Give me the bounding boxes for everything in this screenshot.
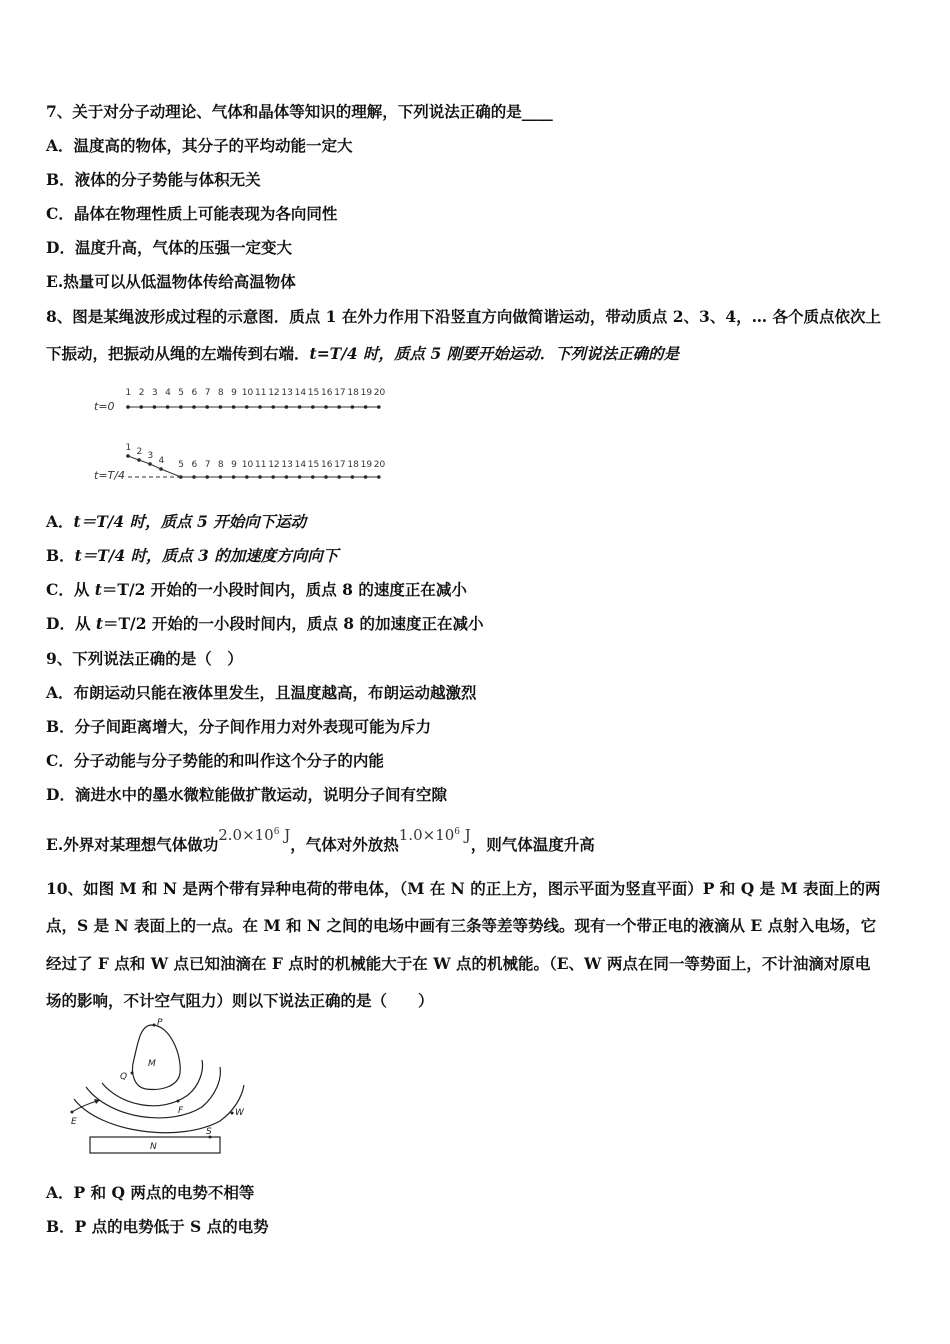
- particle-number: 15: [307, 460, 320, 470]
- particle-dot: [166, 405, 170, 409]
- tT4-label: t=T/4: [94, 469, 125, 482]
- particle-number: 3: [151, 388, 158, 398]
- q8-option-b: B．t＝T/4 时，质点 3 的加速度方向向下: [46, 546, 339, 565]
- q7-stem: 7、关于对分子动理论、气体和晶体等知识的理解，下列说法正确的是____: [46, 102, 553, 121]
- particle-number: 9: [231, 388, 237, 398]
- particle-number: 15: [307, 388, 320, 398]
- body-M-outline: [133, 1025, 181, 1089]
- point-W-dot: [231, 1112, 234, 1115]
- q10-stem-line3: 经过了 F 点和 W 点已知油滴在 F 点时的机械能大于在 W 点的机械能。（E、W 两点在同一等势面上，不计油滴对原电: [46, 954, 871, 973]
- particle-dot: [258, 405, 262, 409]
- q10-stem-line1: 10、如图 M 和 N 是两个带有异种电荷的带电体，（M 在 N 的正上方，图示平面为竖直平面）P 和 Q 是 M 表面上的两: [46, 879, 881, 898]
- row1-numbers: [126, 388, 386, 398]
- particle-number: 13: [281, 460, 293, 470]
- equipotential-line-3: [74, 1085, 244, 1133]
- particle-number: 3: [147, 451, 154, 461]
- q9-option-d: D．滴进水中的墨水微粒能做扩散运动，说明分子间有空隙: [46, 785, 447, 804]
- q8-option-d: D．从 t＝T/2 开始的一小段时间内，质点 8 的加速度正在减小: [46, 614, 484, 633]
- q7-answer-blank: ____: [521, 102, 553, 121]
- particle-number: 11: [255, 460, 267, 470]
- particle-number: 6: [191, 460, 198, 470]
- point-F-dot: [177, 1100, 180, 1103]
- particle-dot: [153, 405, 157, 409]
- label-E: E: [71, 1117, 77, 1127]
- row2-numbers: [126, 443, 386, 470]
- label-N: N: [150, 1142, 157, 1152]
- t0-label: t=0: [94, 400, 115, 413]
- particle-dot: [126, 405, 130, 409]
- particle-dot: [139, 405, 143, 409]
- label-Q: Q: [120, 1072, 128, 1082]
- q9-stem: 9、下列说法正确的是（ ）: [46, 649, 243, 668]
- particle-number: 7: [204, 460, 211, 470]
- label-P: P: [157, 1018, 163, 1028]
- q9-option-b: B．分子间距离增大，分子间作用力对外表现可能为斥力: [46, 717, 432, 736]
- q9-option-a: A．布朗运动只能在液体里发生，且温度越高，布朗运动越激烈: [46, 683, 477, 702]
- equipotential-line-2: [86, 1067, 220, 1118]
- label-M: M: [148, 1059, 156, 1069]
- particle-dot: [311, 405, 315, 409]
- q7-option-d: D．温度升高，气体的压强一定变大: [46, 238, 292, 257]
- particle-number: 10: [241, 388, 254, 398]
- particle-dot: [285, 405, 289, 409]
- particle-dot: [192, 405, 196, 409]
- q7-option-b: B．液体的分子势能与体积无关: [46, 170, 261, 189]
- particle-number: 4: [158, 456, 165, 466]
- q10-stem-line2: 点，S 是 N 表面上的一点。在 M 和 N 之间的电场中画有三条等差等势线。现有一个带正电的液滴从 E 点射入电场，它: [46, 916, 877, 935]
- particle-number: 18: [347, 460, 359, 470]
- particle-number: 12: [268, 388, 280, 398]
- rope-wave-figure: [90, 380, 400, 490]
- particle-number: 8: [217, 460, 224, 470]
- q10-option-a: A．P 和 Q 两点的电势不相等: [46, 1183, 255, 1202]
- particle-number: 4: [165, 388, 171, 398]
- label-W: W: [235, 1108, 244, 1118]
- particle-number: 14: [294, 388, 307, 398]
- particle-dot: [364, 405, 368, 409]
- q10-option-b: B．P 点的电势低于 S 点的电势: [46, 1217, 269, 1236]
- row1-dots: [126, 405, 380, 409]
- q8-stem-line2: 下振动，把振动从绳的左端传到右端．t=T/4 时，质点 5 刚要开始运动．下列说法正确的是: [46, 344, 680, 363]
- particle-dot: [377, 405, 381, 409]
- particle-number: 6: [191, 388, 198, 398]
- point-Q-dot: [131, 1072, 134, 1075]
- label-S: S: [206, 1127, 212, 1137]
- particle-number: 20: [373, 460, 386, 470]
- particle-number: 19: [360, 388, 373, 398]
- heat-value: $1.0\times 10^6$ J: [398, 826, 471, 844]
- point-P-dot: [153, 1024, 156, 1027]
- particle-number: 17: [334, 388, 346, 398]
- particle-number: 10: [241, 460, 254, 470]
- point-E-dot: [71, 1111, 74, 1114]
- work-value: $2.0\times 10^6$ J: [218, 826, 291, 844]
- particle-number: 17: [334, 460, 346, 470]
- q7-option-c: C．晶体在物理性质上可能表现为各向同性: [46, 204, 338, 223]
- particle-number: 12: [268, 460, 280, 470]
- particle-number: 7: [204, 388, 211, 398]
- particle-number: 5: [178, 460, 185, 470]
- label-F: F: [178, 1106, 184, 1116]
- q10-stem-line4: 场的影响，不计空气阻力）则以下说法正确的是（ ）: [46, 991, 434, 1010]
- particle-number: 19: [360, 460, 373, 470]
- particle-number: 1: [125, 388, 132, 398]
- q8-option-c: C．从 t＝T/2 开始的一小段时间内，质点 8 的速度正在减小: [46, 580, 467, 599]
- q7-option-a: A．温度高的物体，其分子的平均动能一定大: [46, 136, 353, 155]
- particle-number: 18: [347, 388, 359, 398]
- q9-option-c: C．分子动能与分子势能的和叫作这个分子的内能: [46, 751, 384, 770]
- particle-number: 1: [125, 443, 132, 453]
- particle-dot: [351, 405, 355, 409]
- electric-field-figure: [60, 1015, 260, 1160]
- q8-option-a: A．t＝T/4 时，质点 5 开始向下运动: [46, 512, 307, 531]
- particle-dot: [298, 405, 302, 409]
- particle-dot: [245, 405, 249, 409]
- particle-number: 2: [138, 388, 145, 398]
- particle-number: 11: [255, 388, 267, 398]
- particle-dot: [205, 405, 209, 409]
- particle-number: 16: [321, 388, 333, 398]
- particle-dot: [337, 405, 341, 409]
- particle-number: 8: [217, 388, 224, 398]
- particle-number: 13: [281, 388, 293, 398]
- particle-number: 20: [373, 388, 386, 398]
- q7-option-e: E.热量可以从低温物体传给高温物体: [46, 272, 296, 291]
- particle-number: 2: [136, 447, 143, 457]
- particle-number: 14: [294, 460, 307, 470]
- q8-stem-line1: 8、图是某绳波形成过程的示意图．质点 1 在外力作用下沿竖直方向做简谐运动，带动质点 2、3、4，… 各个质点依次上: [46, 307, 882, 326]
- particle-dot: [271, 405, 275, 409]
- particle-number: 16: [321, 460, 333, 470]
- q9-option-e: E.外界对某理想气体做功$2.0\times 10^6$ J，气体对外放热$1.0\times 10^6$ J，则气体温度升高: [46, 826, 595, 854]
- rope-segment: [161, 469, 181, 477]
- particle-dot: [219, 405, 223, 409]
- particle-number: 9: [231, 460, 237, 470]
- particle-dot: [324, 405, 328, 409]
- particle-number: 5: [178, 388, 185, 398]
- particle-dot: [232, 405, 236, 409]
- particle-dot: [179, 405, 183, 409]
